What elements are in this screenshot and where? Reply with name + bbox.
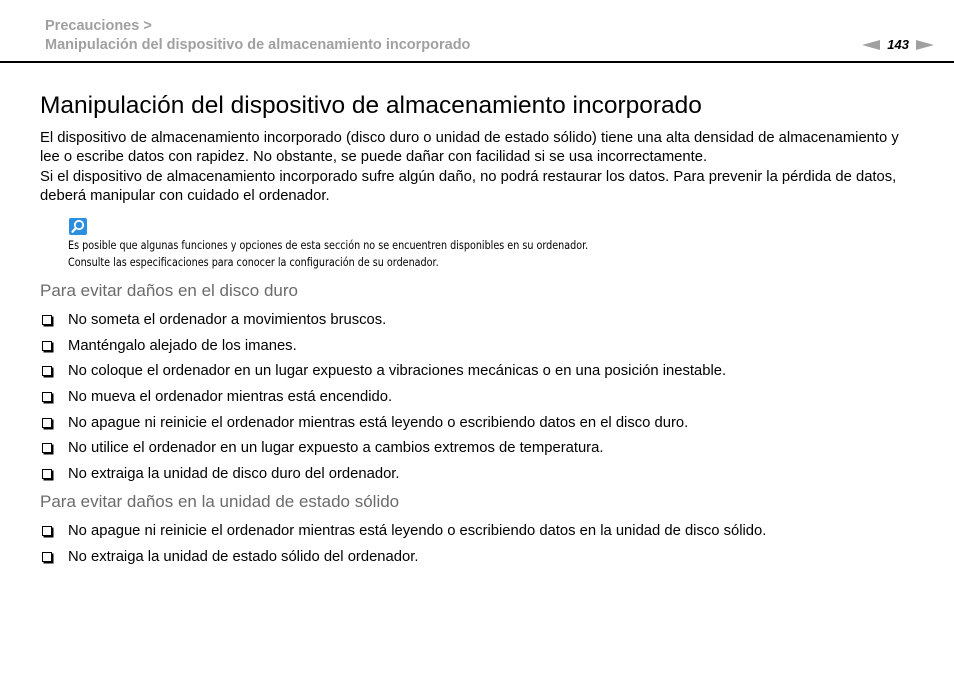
- list-item-text: No extraiga la unidad de estado sólido del ordenador.: [68, 548, 419, 565]
- page-number: 143: [887, 37, 909, 52]
- checkbox-icon: [42, 418, 52, 428]
- checkbox-icon: [42, 366, 52, 376]
- checkbox-icon: [42, 552, 52, 562]
- section-heading-solid-state: Para evitar daños en la unidad de estado sólido: [40, 492, 400, 511]
- checkbox-icon: [42, 526, 52, 536]
- note-line: Consulte las especificaciones para conocer la configuración de su ordenador.: [68, 256, 439, 269]
- checkbox-icon: [42, 469, 52, 479]
- checkbox-icon: [42, 443, 52, 453]
- checkbox-icon: [42, 341, 52, 351]
- page-navigation: [862, 37, 934, 52]
- list-item-text: No mueva el ordenador mientras está encendido.: [68, 389, 393, 406]
- magnifier-icon: [69, 218, 87, 235]
- list-item-text: Manténgalo alejado de los imanes.: [68, 337, 297, 354]
- breadcrumb-parent[interactable]: Precauciones >: [45, 18, 152, 34]
- breadcrumb-current: Manipulación del dispositivo de almacenamiento incorporado: [45, 37, 471, 53]
- checkbox-icon: [42, 392, 52, 402]
- list-item-text: No utilice el ordenador en un lugar expuesto a cambios extremos de temperatura.: [68, 440, 604, 457]
- note-line: Es posible que algunas funciones y opciones de esta sección no se encuentren disponibles en su ordenador.: [68, 239, 589, 252]
- section-heading-hard-disk: Para evitar daños en el disco duro: [40, 281, 298, 300]
- list-item-text: No apague ni reinicie el ordenador mientras está leyendo o escribiendo datos en el disco duro.: [68, 414, 689, 431]
- intro-text: [40, 129, 920, 207]
- note-text: [68, 237, 588, 271]
- list-item-text: No coloque el ordenador en un lugar expuesto a vibraciones mecánicas o en una posición inestable.: [68, 363, 727, 380]
- list-item-text: No someta el ordenador a movimientos bruscos.: [68, 312, 387, 328]
- list-item-text: No apague ni reinicie el ordenador mientras está leyendo o escribiendo datos en la unidad de disco sólido.: [68, 523, 767, 539]
- intro-paragraph: El dispositivo de almacenamiento incorporado (disco duro o unidad de estado sólido) tiene una alta densidad de almacenamiento y lee o escribe datos con rapidez. No obstante, se puede dañar con facilidad si se usa incorrectamente.: [40, 130, 899, 166]
- list-item-text: No extraiga la unidad de disco duro del ordenador.: [68, 466, 400, 483]
- breadcrumb: [45, 17, 470, 55]
- previous-page-icon[interactable]: [862, 40, 880, 50]
- page-title: Manipulación del dispositivo de almacenamiento incorporado: [40, 92, 702, 119]
- intro-paragraph: Si el dispositivo de almacenamiento incorporado sufre algún daño, no podrá restaurar los datos. Para prevenir la pérdida de datos, deberá manipular con cuidado el ordenador.: [40, 168, 897, 205]
- page-header: [0, 0, 954, 63]
- next-page-icon[interactable]: [916, 40, 934, 50]
- checkbox-icon: [42, 315, 52, 325]
